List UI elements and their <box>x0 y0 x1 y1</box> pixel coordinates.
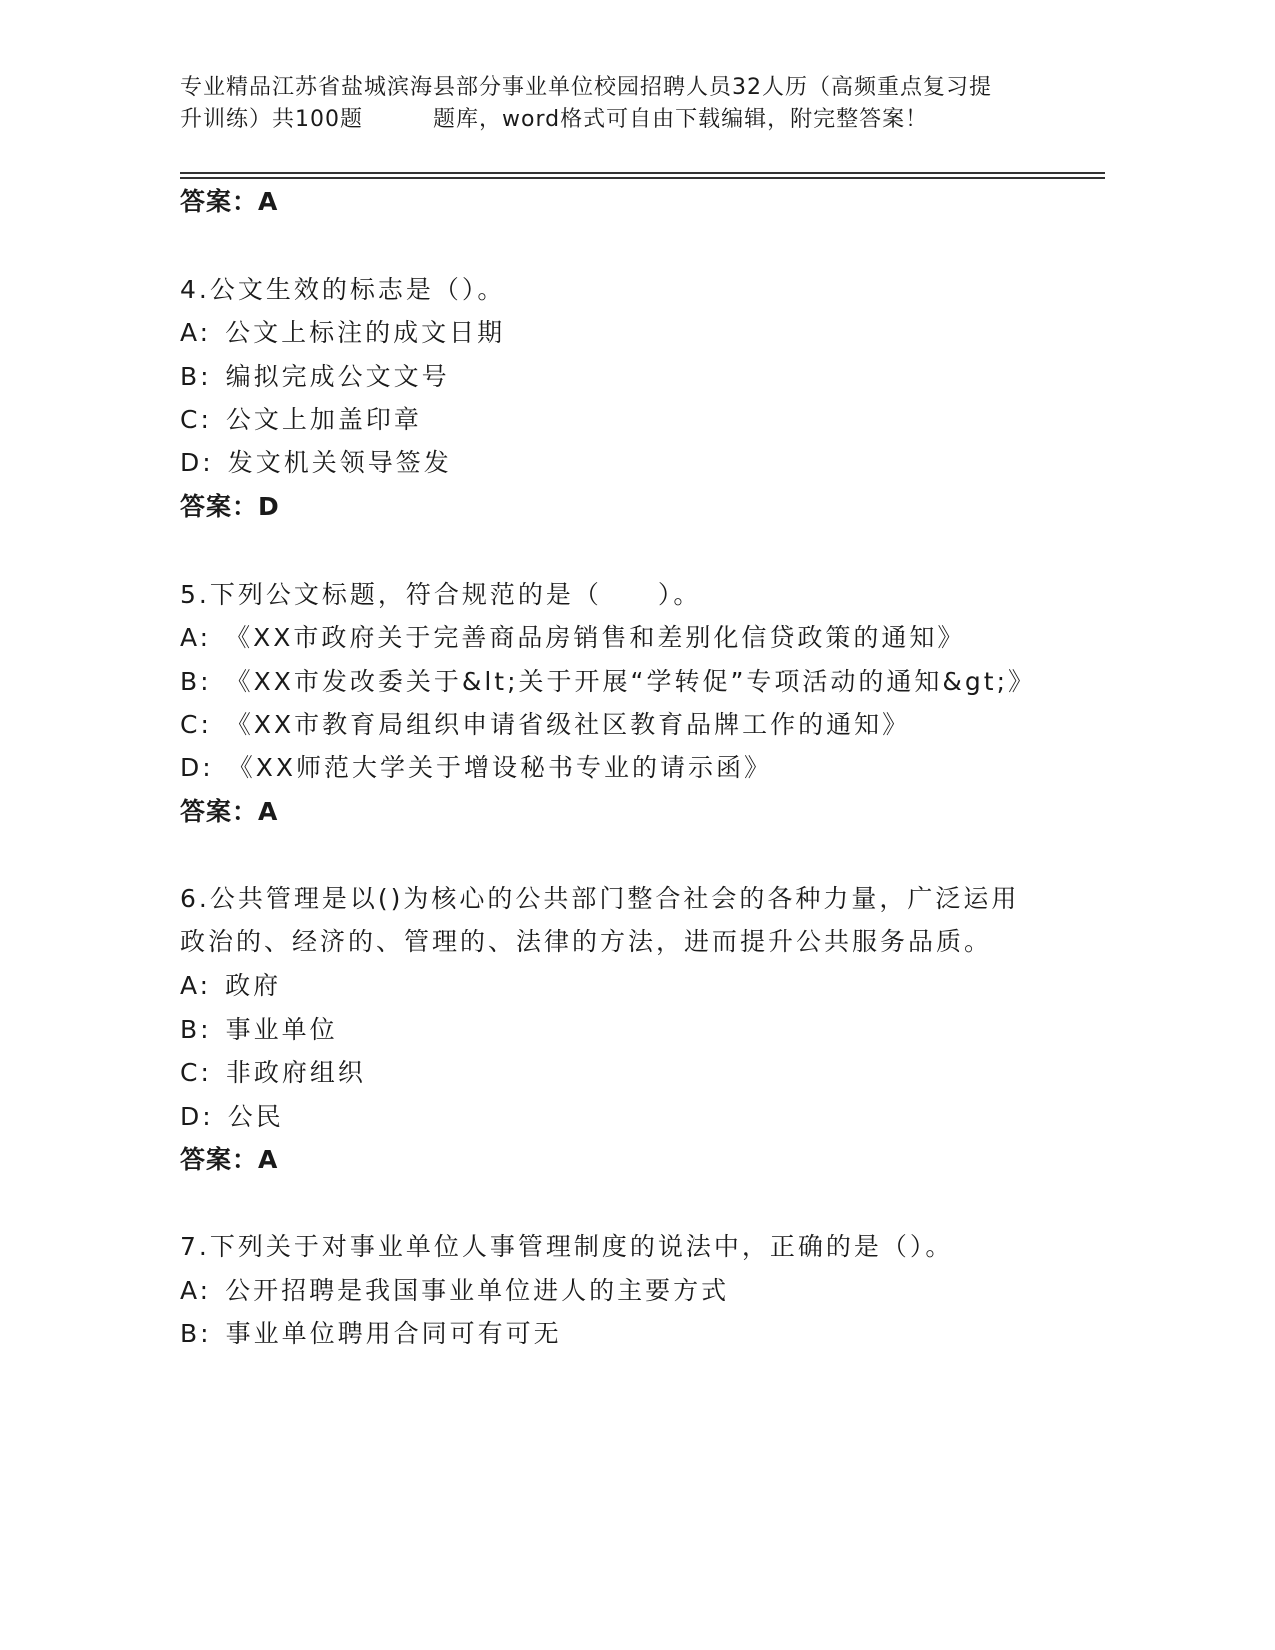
option-text: 政府 <box>225 971 282 1000</box>
option-text: 《XX市政府关于完善商品房销售和差别化信贷政策的通知》 <box>225 623 966 652</box>
question-7-stem: 7.下列关于对事业单位人事管理制度的说法中，正确的是（）。 <box>180 1232 954 1261</box>
option-text: 公文上标注的成文日期 <box>225 318 506 347</box>
option-text: 事业单位 <box>225 1015 338 1044</box>
option-key: C: <box>180 405 212 434</box>
header-divider-bottom <box>180 177 1105 179</box>
option-text: 《XX师范大学关于增设秘书专业的请示函》 <box>227 753 772 782</box>
option-key: D: <box>180 1102 214 1131</box>
question-5-option-b <box>180 667 1036 697</box>
question-5-option-d <box>180 753 772 783</box>
answer-q4: 答案：D <box>180 492 280 521</box>
question-7-option-b <box>180 1319 562 1349</box>
header-line-2-part-b: 题库，word格式可自由下载编辑，附完整答案！ <box>433 107 929 132</box>
option-key: C: <box>180 710 212 739</box>
header-line-2-part-a: 升训练）共100题 <box>180 107 363 132</box>
question-6-option-d <box>180 1102 284 1132</box>
option-text: 事业单位聘用合同可有可无 <box>225 1319 562 1348</box>
answer-q5: 答案：A <box>180 797 279 826</box>
option-key: A: <box>180 971 212 1000</box>
question-4-option-c <box>180 405 422 435</box>
question-4-option-a <box>180 318 505 348</box>
question-6-option-c <box>180 1058 366 1088</box>
option-key: A: <box>180 1276 212 1305</box>
header-divider-top <box>180 172 1105 174</box>
option-text: 非政府组织 <box>225 1058 366 1087</box>
question-4-stem: 4.公文生效的标志是（）。 <box>180 275 506 304</box>
option-key: A: <box>180 623 212 652</box>
question-6-stem-line-1: 6.公共管理是以()为核心的公共部门整合社会的各种力量，广泛运用 <box>180 884 1020 913</box>
option-key: B: <box>180 1319 212 1348</box>
option-text: 发文机关领导签发 <box>227 448 452 477</box>
question-4-option-b <box>180 362 450 392</box>
header-line-2 <box>180 104 1100 136</box>
option-text: 公文上加盖印章 <box>225 405 422 434</box>
question-4-option-d <box>180 448 452 478</box>
option-text: 编拟完成公文文号 <box>225 362 450 391</box>
option-key: C: <box>180 1058 212 1087</box>
header-line-1: 专业精品江苏省盐城滨海县部分事业单位校园招聘人员32人历（高频重点复习提 <box>180 75 992 100</box>
answer-q6: 答案：A <box>180 1145 279 1174</box>
question-7-option-a <box>180 1276 729 1306</box>
question-6-option-a <box>180 971 281 1001</box>
option-key: B: <box>180 1015 212 1044</box>
option-text: 《XX市发改委关于&lt;关于开展“学转促”专项活动的通知&gt;》 <box>225 667 1036 696</box>
question-6-option-b <box>180 1015 338 1045</box>
option-key: D: <box>180 448 214 477</box>
option-key: B: <box>180 667 212 696</box>
option-text: 公民 <box>227 1102 284 1131</box>
document-header <box>180 72 1100 136</box>
option-key: B: <box>180 362 212 391</box>
option-text: 《XX市教育局组织申请省级社区教育品牌工作的通知》 <box>225 710 911 739</box>
question-5-option-a <box>180 623 965 653</box>
option-key: D: <box>180 753 214 782</box>
option-text: 公开招聘是我国事业单位进人的主要方式 <box>225 1276 730 1305</box>
answer-q3: 答案：A <box>180 187 279 216</box>
question-5-option-c <box>180 710 910 740</box>
question-5-stem: 5.下列公文标题，符合规范的是（ ）。 <box>180 580 702 609</box>
option-key: A: <box>180 318 212 347</box>
question-6-stem-line-2: 政治的、经济的、管理的、法律的方法，进而提升公共服务品质。 <box>180 927 993 956</box>
